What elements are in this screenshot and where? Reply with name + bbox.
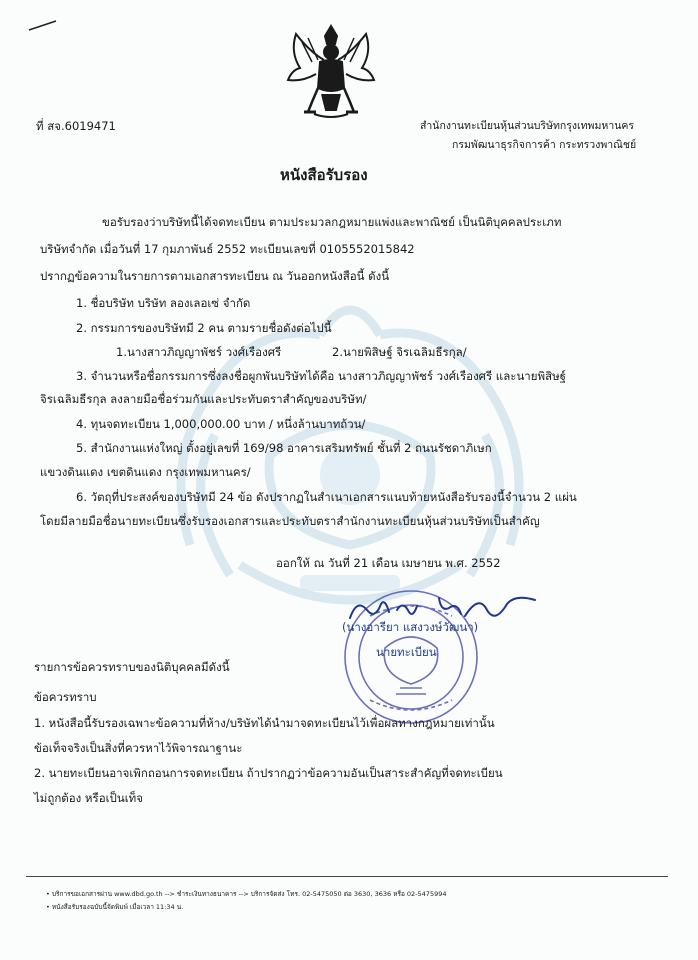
registrar-name: (นางอารียา แสงวงษ์วัฒนา) bbox=[342, 620, 479, 634]
intro-line-3: ปรากฏข้อความในรายการตามเอกสารทะเบียน ณ วันออกหนังสือนี้ ดังนี้ bbox=[40, 269, 390, 283]
item-head-office-line-2: แขวงดินแดง เขตดินแดง กรุงเทพมหานคร/ bbox=[40, 465, 251, 479]
document-title: หนังสือรับรอง bbox=[280, 166, 368, 184]
intro-line-1: ขอรับรองว่าบริษัทนี้ได้จดทะเบียน ตามประมวลกฎหมายแพ่งและพาณิชย์ เป็นนิติบุคคลประเภท bbox=[102, 215, 562, 229]
office-name-line-2: กรมพัฒนาธุรกิจการค้า กระทรวงพาณิชย์ bbox=[452, 139, 637, 151]
garuda-emblem-icon bbox=[282, 22, 380, 122]
reference-number: ที่ สจ.6019471 bbox=[36, 119, 116, 133]
item-head-office-line-1: 5. สำนักงานแห่งใหญ่ ตั้งอยู่เลขที่ 169/98 อาคารเสริมทรัพย์ ชั้นที่ 2 ถนนรัชดาภิเษก bbox=[76, 441, 492, 455]
notes-heading: รายการข้อควรทราบของนิติบุคคลมีดังนี้ bbox=[34, 660, 230, 674]
intro-line-2: บริษัทจำกัด เมื่อวันที่ 17 กุมภาพันธ์ 2552 ทะเบียนเลขที่ 0105552015842 bbox=[40, 242, 415, 256]
issued-date: ออกให้ ณ วันที่ 21 เดือน เมษายน พ.ศ. 2552 bbox=[276, 556, 501, 570]
footer-print-time: • หนังสือรับรองฉบับนี้จัดพิมพ์ เมื่อเวลา 11:34 น. bbox=[46, 903, 184, 911]
registrar-position: นายทะเบียน bbox=[376, 645, 437, 659]
corner-mark bbox=[28, 18, 58, 32]
office-name-line-1: สำนักงานทะเบียนหุ้นส่วนบริษัทกรุงเทพมหานคร bbox=[420, 120, 635, 132]
note-2-line-1: 2. นายทะเบียนอาจเพิกถอนการจดทะเบียน ถ้าปรากฏว่าข้อความอันเป็นสาระสำคัญที่จดทะเบียน bbox=[34, 766, 503, 780]
notes-subheading: ข้อควรทราบ bbox=[34, 690, 97, 704]
item-objectives-line-2: โดยมีลายมือชื่อนายทะเบียนซึ่งรับรองเอกสารและประทับตราสำนักงานทะเบียนหุ้นส่วนบริษัทเป็นสำคัญ bbox=[40, 514, 540, 528]
item-signing-authority-line-2: จิรเฉลิมธีรกุล ลงลายมือชื่อร่วมกันและประทับตราสำคัญของบริษัท/ bbox=[40, 392, 367, 406]
item-company-name: 1. ชื่อบริษัท บริษัท ลองเลอเซ่ จำกัด bbox=[76, 296, 251, 310]
footer-service-info: • บริการขอเอกสารผ่าน www.dbd.go.th --> ชำระเงินทางธนาคาร --> บริการจัดส่ง โทร. 02-5475050 ต่อ 3630, 3636 หรือ 02-5475994 bbox=[46, 890, 447, 898]
director-1: 1.นางสาวภิญญาพัชร์ วงศ์เรืองศรี bbox=[116, 345, 282, 359]
director-2: 2.นายพิสิษฐ์ จิรเฉลิมธีรกุล/ bbox=[332, 345, 467, 359]
item-objectives-line-1: 6. วัตถุที่ประสงค์ของบริษัทมี 24 ข้อ ดังปรากฏในสำเนาเอกสารแนบท้ายหนังสือรับรองนี้จำนวน 2 แผ่น bbox=[76, 490, 577, 504]
note-1-line-2: ข้อเท็จจริงเป็นสิ่งที่ควรหาไว้พิจารณาฐานะ bbox=[34, 741, 243, 755]
item-registered-capital: 4. ทุนจดทะเบียน 1,000,000.00 บาท / หนึ่งล้านบาทถ้วน/ bbox=[76, 417, 366, 431]
item-signing-authority-line-1: 3. จำนวนหรือชื่อกรรมการซึ่งลงชื่อผูกพันบริษัทได้คือ นางสาวภิญญาพัชร์ วงศ์เรืองศรี และนายพิสิษฐ์ bbox=[76, 369, 567, 383]
item-directors: 2. กรรมการของบริษัทมี 2 คน ตามรายชื่อดังต่อไปนี้ bbox=[76, 321, 332, 335]
note-1-line-1: 1. หนังสือนี้รับรองเฉพาะข้อความที่ห้าง/บริษัทได้นำมาจดทะเบียนไว้เพื่อผลทางกฎหมายเท่านั้น bbox=[34, 716, 495, 730]
footer-divider bbox=[26, 876, 668, 877]
note-2-line-2: ไม่ถูกต้อง หรือเป็นเท็จ bbox=[34, 791, 143, 805]
